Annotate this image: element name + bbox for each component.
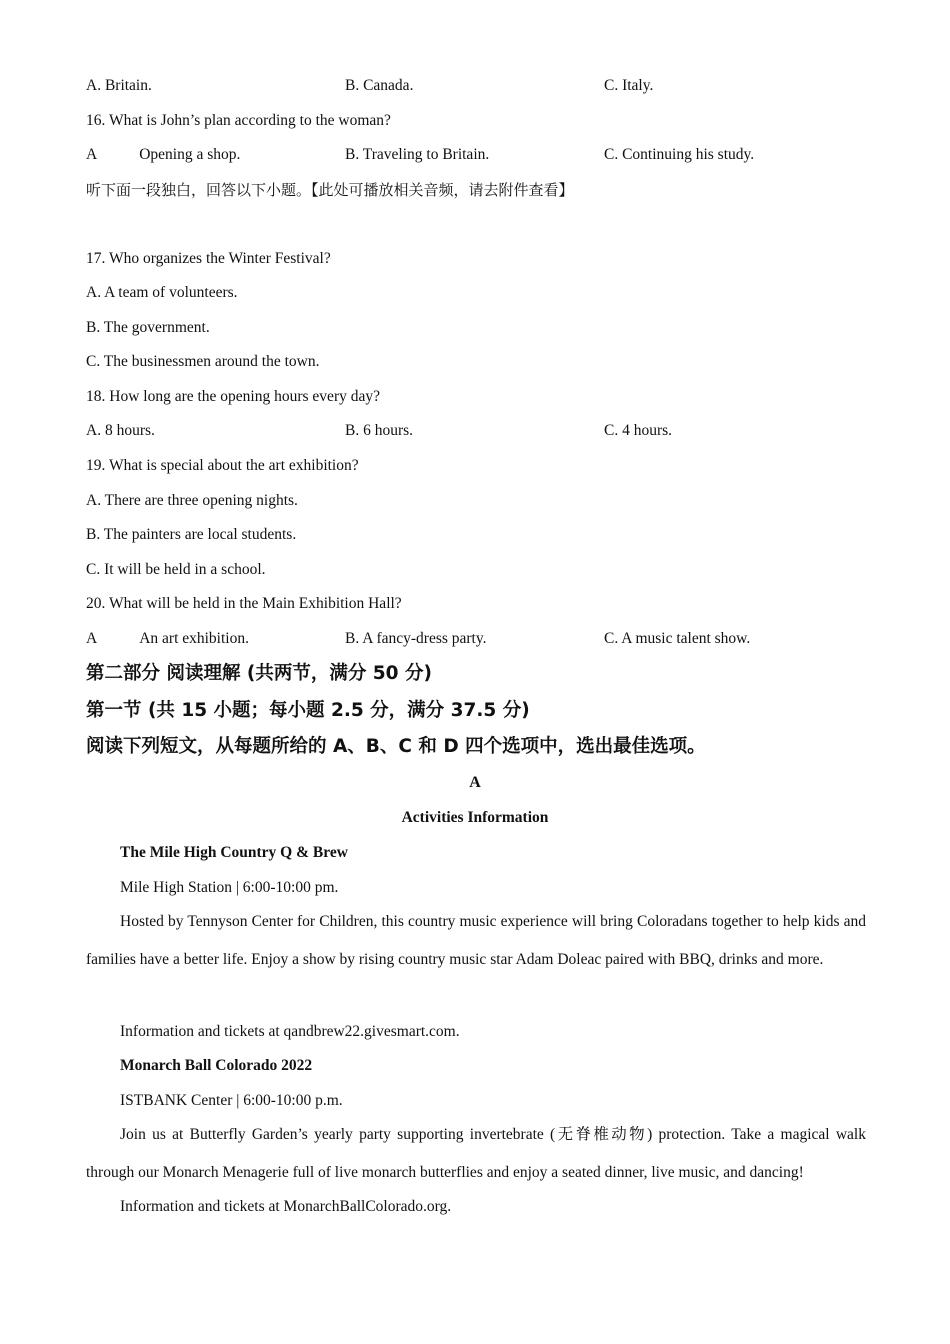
monologue-instruction: 听下面一段独白，回答以下小题。【此处可播放相关音频，请去附件查看】 bbox=[86, 181, 574, 199]
event1-venue: Mile High Station | 6:00-10:00 pm. bbox=[120, 879, 339, 896]
q17-option-c: C. The businessmen around the town. bbox=[86, 353, 320, 370]
passage-title: Activities Information bbox=[401, 809, 549, 826]
event2-venue: ISTBANK Center | 6:00-10:00 p.m. bbox=[120, 1092, 343, 1109]
q20-option-a-letter: A bbox=[86, 630, 98, 647]
q20-option-b: B. A fancy-dress party. bbox=[345, 630, 487, 647]
q18-option-b: B. 6 hours. bbox=[345, 422, 414, 439]
event1-info: Information and tickets at qandbrew22.givesmart.com. bbox=[120, 1023, 460, 1040]
q19-option-a: A. There are three opening nights. bbox=[86, 492, 298, 509]
q17-question: 17. Who organizes the Winter Festival? bbox=[86, 250, 331, 267]
q20-option-a bbox=[86, 629, 249, 649]
q16-question: 16. What is John’s plan according to the woman? bbox=[86, 112, 391, 129]
q17-option-b: B. The government. bbox=[86, 319, 210, 336]
q15-option-b: B. Canada. bbox=[345, 77, 414, 94]
part2-heading: 第二部分 阅读理解 (共两节，满分 50 分) bbox=[86, 663, 432, 684]
q19-option-c: C. It will be held in a school. bbox=[86, 561, 266, 578]
q20-option-c: C. A music talent show. bbox=[604, 630, 751, 647]
q18-option-a: A. 8 hours. bbox=[86, 422, 155, 439]
q17-option-a: A. A team of volunteers. bbox=[86, 284, 238, 301]
event2-name: Monarch Ball Colorado 2022 bbox=[120, 1057, 313, 1074]
q20-question: 20. What will be held in the Main Exhibition Hall? bbox=[86, 595, 402, 612]
reading-instruction: 阅读下列短文，从每题所给的 A、B、C 和 D 四个选项中，选出最佳选项。 bbox=[86, 736, 706, 757]
q16-option-a bbox=[86, 145, 240, 165]
q19-option-b: B. The painters are local students. bbox=[86, 526, 297, 543]
q16-option-b: B. Traveling to Britain. bbox=[345, 146, 490, 163]
q15-option-c: C. Italy. bbox=[604, 77, 654, 94]
q16-option-a-letter: A bbox=[86, 146, 98, 163]
q19-question: 19. What is special about the art exhibition? bbox=[86, 457, 359, 474]
q18-option-c: C. 4 hours. bbox=[604, 422, 673, 439]
q16-option-a-text: Opening a shop. bbox=[139, 146, 241, 163]
q18-question: 18. How long are the opening hours every day? bbox=[86, 388, 380, 405]
event2-info: Information and tickets at MonarchBallColorado.org. bbox=[120, 1198, 452, 1215]
q20-option-a-text: An art exhibition. bbox=[139, 630, 249, 647]
passage-letter: A bbox=[469, 774, 481, 791]
section1-heading: 第一节 (共 15 小题；每小题 2.5 分，满分 37.5 分) bbox=[86, 700, 530, 721]
event1-body: Hosted by Tennyson Center for Children, this country music experience will bring Coloradans together to help kids and families have a better life. Enjoy a show by rising country music star Adam Doleac paired with BBQ, drinks and more. bbox=[86, 913, 866, 968]
q16-option-c: C. Continuing his study. bbox=[604, 146, 755, 163]
q15-option-a: A. Britain. bbox=[86, 77, 152, 94]
event1-name: The Mile High Country Q & Brew bbox=[120, 844, 348, 861]
event2-body: Join us at Butterfly Garden’s yearly party supporting invertebrate (无脊椎动物) protection. Take a magical walk through our Monarch Menagerie full of live monarch butterflies and enjoy a seated dinner, live music, and dancing! bbox=[86, 1126, 866, 1181]
